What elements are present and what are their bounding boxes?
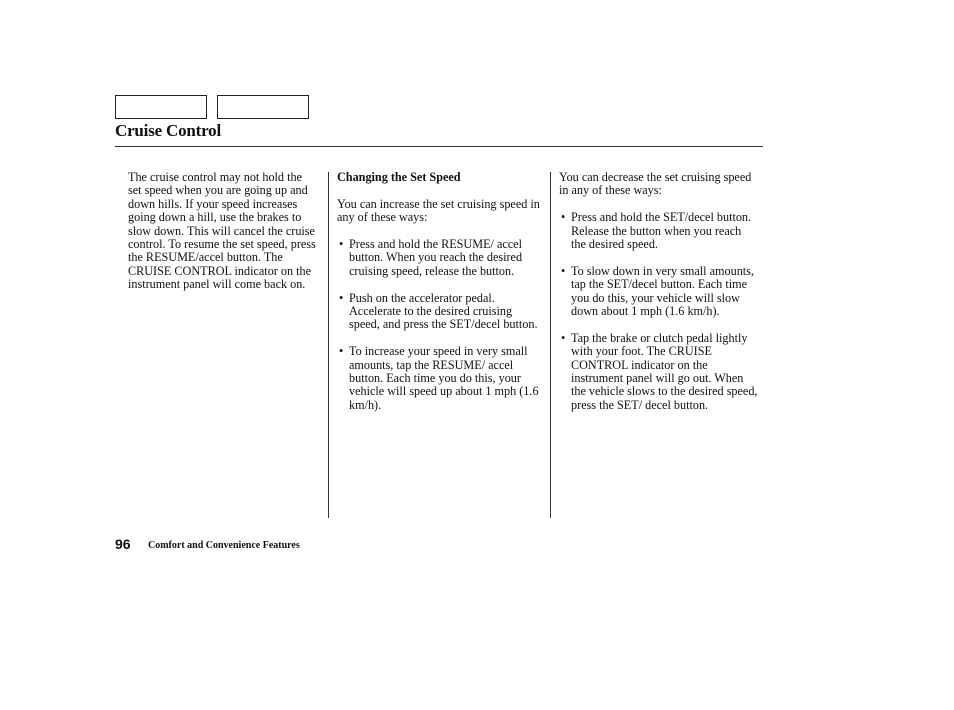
column-divider-1 xyxy=(328,172,329,518)
list-item xyxy=(337,292,543,332)
bullet-icon: • xyxy=(339,237,344,251)
section-heading: Changing the Set Speed xyxy=(337,170,461,184)
page-number: 96 xyxy=(115,536,131,552)
list-item xyxy=(559,332,759,412)
list-item-text: Press and hold the SET/decel button. Release the button when you reach the desired speed. xyxy=(571,210,752,252)
column-3 xyxy=(559,171,759,426)
list-item xyxy=(337,345,543,412)
list-item-text: Tap the brake or clutch pedal lightly with your foot. The CRUISE CONTROL indicator on the instrument panel will go out. When the vehicle slows to the desired speed, press the SET/ decel button. xyxy=(571,330,758,412)
increase-intro: You can increase the set cruising speed in any of these ways: xyxy=(337,196,540,225)
column-2 xyxy=(337,171,543,426)
list-item-text: To increase your speed in very small amounts, tap the RESUME/ accel button. Each time you do this, your vehicle will speed up about 1 mph (1.6 km/h). xyxy=(349,344,539,412)
decrease-intro: You can decrease the set cruising speed in any of these ways: xyxy=(559,170,752,198)
nav-tab-box-2[interactable] xyxy=(217,95,309,119)
column-divider-2 xyxy=(550,172,551,518)
bullet-icon: • xyxy=(561,330,566,345)
list-item-text: Press and hold the RESUME/ accel button. When you reach the desired cruising speed, release the button. xyxy=(349,237,523,278)
section-name: Comfort and Convenience Features xyxy=(148,540,300,551)
list-item xyxy=(337,238,543,278)
bullet-icon: • xyxy=(561,210,566,225)
intro-paragraph: The cruise control may not hold the set speed when you are going up and down hills. If your speed increases going down a hill, use the brakes to slow down. This will cancel the cruise control. To resume the set speed, press the RESUME/accel button. The CRUISE CONTROL indicator on the instrument panel will come back on. xyxy=(128,170,316,292)
list-item xyxy=(559,211,759,251)
bullet-icon: • xyxy=(561,263,566,278)
bullet-icon: • xyxy=(339,344,344,359)
list-item-text: Push on the accelerator pedal. Accelerate to the desired cruising speed, and press the SET/decel button. xyxy=(349,290,538,332)
nav-tab-box-1[interactable] xyxy=(115,95,207,119)
page-title: Cruise Control xyxy=(115,121,221,140)
bullet-icon: • xyxy=(339,290,344,305)
list-item-text: To slow down in very small amounts, tap the SET/decel button. Each time you do this, your vehicle will slow down about 1 mph (1.6 km/h). xyxy=(571,263,754,319)
list-item xyxy=(559,265,759,319)
title-divider xyxy=(115,146,763,147)
column-1 xyxy=(128,171,318,305)
